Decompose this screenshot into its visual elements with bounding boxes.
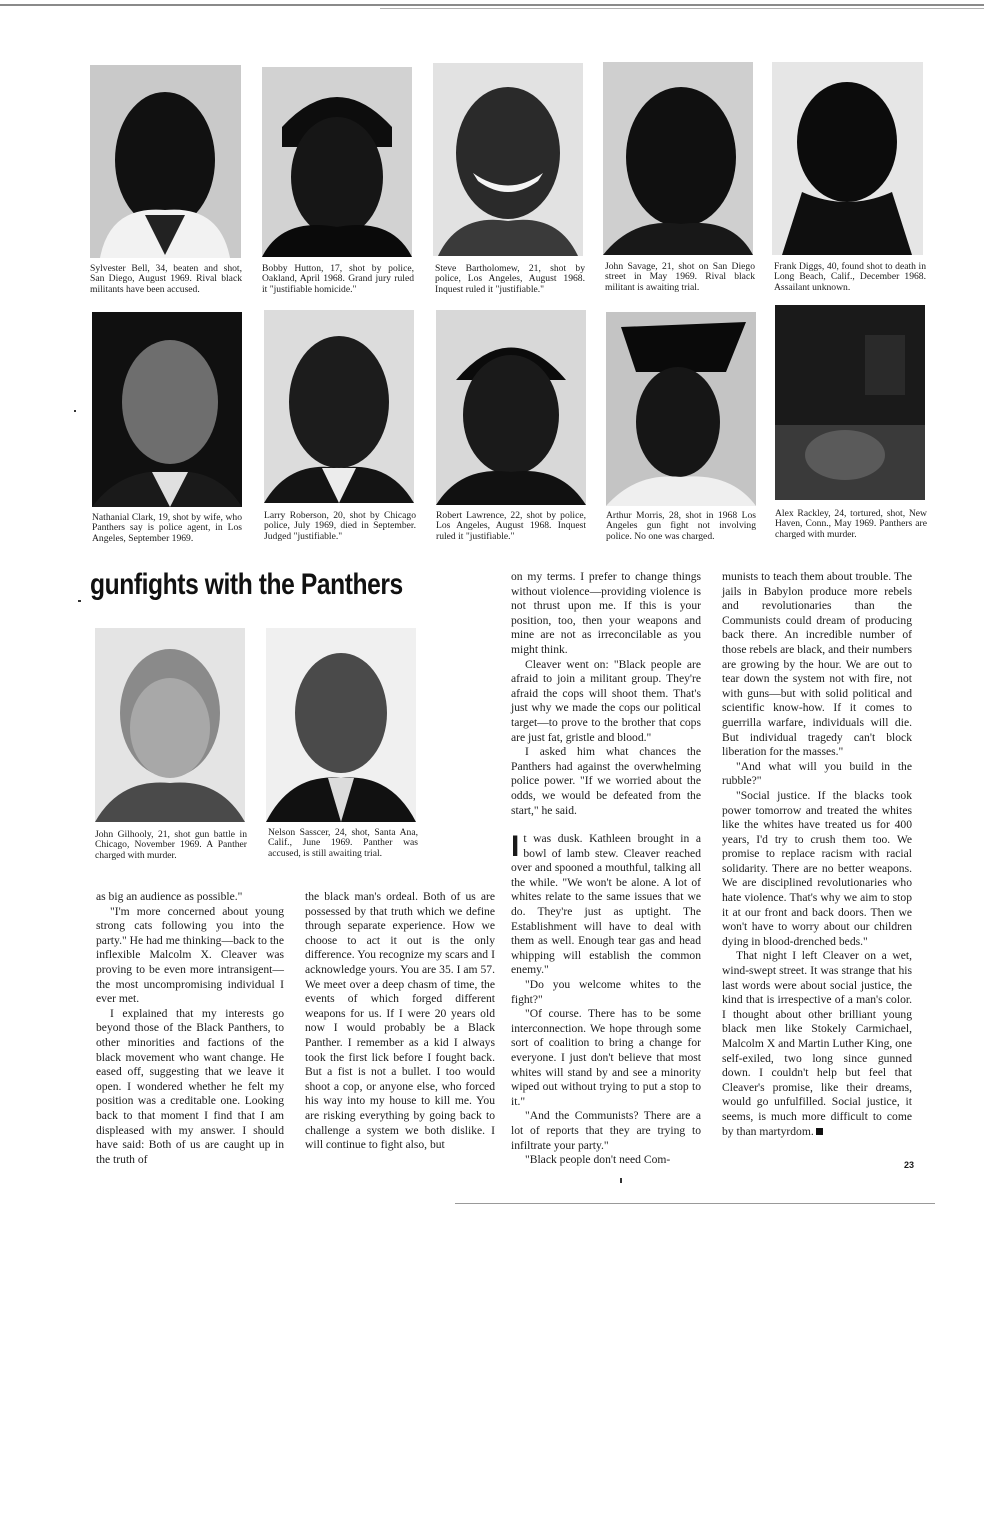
- end-mark-icon: [816, 1128, 823, 1135]
- paragraph: on my terms. I prefer to change things without violence—providing violence is not thrust upon me. If this is your position, too, then your weapons and mine are not as irreconcilable as you might think.: [511, 570, 701, 656]
- paragraph: the black man's ordeal. Both of us are possessed by that truth which we define through separate experience. How we choose to act it out is the only difference. You recognize my scars and I acknowledge yours. You are 35. I am 57. We meet over a deep chasm of time, the events of which forged different weapons for us. If I were 20 years old now I would probably be a Black Panther. I remember as a kid I always took the first lick before I fought back. But a fist is not a bullet. I too would shoot a cop, or anyone else, who forced his way into my house to kill me. You are risking everything by going back to challenge a system we both dislike. I will continue to fight also, but: [305, 890, 495, 1152]
- paragraph: munists to teach them about trouble. The jails in Babylon produce more rebels and revolutionaries than the Communists could dream of producing back there. An incredible number of those rebels are black, and their numbers are growing by the hour. We are out to tear down the system not with fire, not with guns—but with solid political and scientific know-how. If it comes to guerrilla warfare, individuals will die. But individual tragedy can't block liberation for the masses.": [722, 570, 912, 759]
- paragraph: "Black people don't need Com-: [525, 1153, 671, 1167]
- photo-caption: Steve Bartholomew, 21, shot by police, Los Angeles, August 1968. Inquest ruled it "justifiable.": [435, 263, 585, 295]
- photo-caption: Nathanial Clark, 19, shot by wife, who Panthers say is police agent, in Los Angeles, September 1969.: [92, 512, 242, 544]
- article-column-2: [305, 890, 495, 1153]
- paragraph: Cleaver went on: "Black people are afraid to join a militant group. They're afraid the cops will shoot them. That's just why we made the cops our political target—to prove to the brother that cops are just fat, gristle and blood.": [511, 657, 701, 744]
- article-column-3: [511, 570, 701, 1168]
- photo-caption: Alex Rackley, 24, tortured, shot, New Haven, Conn., May 1969. Panthers are charged with murder.: [775, 508, 927, 540]
- paragraph: "I'm more concerned about young strong cats following you into the party." He had me thinking—back to the inflexible Malcolm X. Cleaver was proving to be even more intransigent—the most uncompromising individual I ever met.: [96, 904, 284, 1006]
- portrait-photo: [92, 312, 242, 507]
- paragraph: "Social justice. If the blacks took power tomorrow and treated the whites like the whites have treated us for 400 years, I'd try to crush them too. We promise to replace racism with racial solidarity. There are no better weapons. We are disciplined revolutionaries who hate violence. That's why we aim to stop it at our front and back doors. Then we won't have to worry about our children dying in blood-drenched beds.": [722, 788, 912, 948]
- portrait-photo: [264, 310, 414, 503]
- top-rule: [0, 4, 984, 6]
- photo-caption: Arthur Morris, 28, shot in 1968 Los Angeles gun fight not involving police. No one was charged.: [606, 510, 756, 542]
- article-headline: gunfights with the Panthers: [90, 568, 403, 601]
- photo-caption: Larry Roberson, 20, shot by Chicago police, July 1969, died in September. Judged "justifiable.": [264, 510, 416, 542]
- paragraph: "And what will you build in the rubble?": [722, 759, 912, 788]
- drop-cap: I: [511, 830, 520, 864]
- portrait-photo: [606, 312, 756, 506]
- portrait-photo: [262, 67, 412, 257]
- paragraph: "Of course. There has to be some interconnection. We hope through some sort of coalition to bring a change for everyone. I just don't believe that most whites will stand by and see a minority wiped out without trying to put a stop to it.": [511, 1007, 701, 1108]
- page-number: 23: [904, 1160, 915, 1170]
- portrait-photo: [433, 63, 583, 256]
- print-speck: [74, 410, 76, 412]
- print-speck: [620, 1178, 622, 1183]
- print-speck: [78, 600, 81, 602]
- paragraph: I explained that my interests go beyond those of the Black Panthers, to other minorities and factions of the black movement who want change. He eased off, suggesting that we leave it open. I wondered whether he felt my position was a creditable one. Looking back to that moment I find that I am displeased with my answer. I should have said: Both of us are caught up in the truth of: [96, 1006, 284, 1166]
- photo-caption: Bobby Hutton, 17, shot by police, Oakland, April 1968. Grand jury ruled it "justifiable homicide.": [262, 263, 414, 295]
- portrait-photo: [266, 628, 416, 822]
- paragraph: "Do you welcome whites to the fight?": [511, 978, 701, 1006]
- portrait-photo: [775, 305, 925, 500]
- photo-caption: John Savage, 21, shot on San Diego street in May 1969. Rival black militant is awaiting trial.: [605, 261, 755, 293]
- paragraph: as big an audience as possible.": [96, 890, 243, 903]
- photo-caption: Frank Diggs, 40, found shot to death in Long Beach, Calif., December 1968. Assailant unknown.: [774, 261, 926, 293]
- paragraph: "And the Communists? There are a lot of reports that they are trying to infiltrate your party.": [511, 1109, 701, 1152]
- photo-caption: Nelson Sasscer, 24, shot, Santa Ana, Calif., June 1969. Panther was accused, is still awaiting trial.: [268, 827, 418, 859]
- photo-caption: Robert Lawrence, 22, shot by police, Los Angeles, August 1968. Inquest ruled it "justifiable.": [436, 510, 586, 542]
- photo-caption: Sylvester Bell, 34, beaten and shot, San Diego, August 1969. Rival black militants have been accused.: [90, 263, 242, 295]
- article-column-4: [722, 570, 912, 1139]
- paragraph: That night I left Cleaver on a wet, wind-swept street. It was strange that his last words were about social justice, the kind that is irrespective of a man's color. I thought about other brilliant young black men like Stokely Carmichael, Malcolm X and Martin Luther King, one self-exiled, two long since gunned down. I couldn't help but feel that Cleaver's promise, like their dreams, would go unfulfilled. Social justice, it seems, is much more difficult to come by than martyrdom.: [722, 949, 912, 1138]
- portrait-photo: [95, 628, 245, 822]
- portrait-photo: [772, 62, 923, 255]
- article-column-1: [96, 890, 284, 1167]
- top-rule-secondary: [380, 8, 984, 9]
- portrait-photo: [603, 62, 753, 255]
- portrait-photo: [436, 310, 586, 505]
- paragraph: I asked him what chances the Panthers had against the overwhelming police power. "If we worried about the odds, we would be defeated from the start," he said.: [511, 745, 701, 817]
- photo-caption: John Gilhooly, 21, shot gun battle in Chicago, November 1969. A Panther charged with murder.: [95, 829, 247, 861]
- paragraph: It was dusk. Kathleen brought in a bowl of lamb stew. Cleaver reached over and spooned a mouthful, talking all the while. "We won't be alone. A lot of whites relate to the same issues that we do. They're just as uptight. The Establishment will have to deal with them as well. Enough tear gas and head whipping will establish the common enemy.": [511, 830, 701, 977]
- bottom-rule: [455, 1203, 935, 1204]
- portrait-photo: [90, 65, 241, 258]
